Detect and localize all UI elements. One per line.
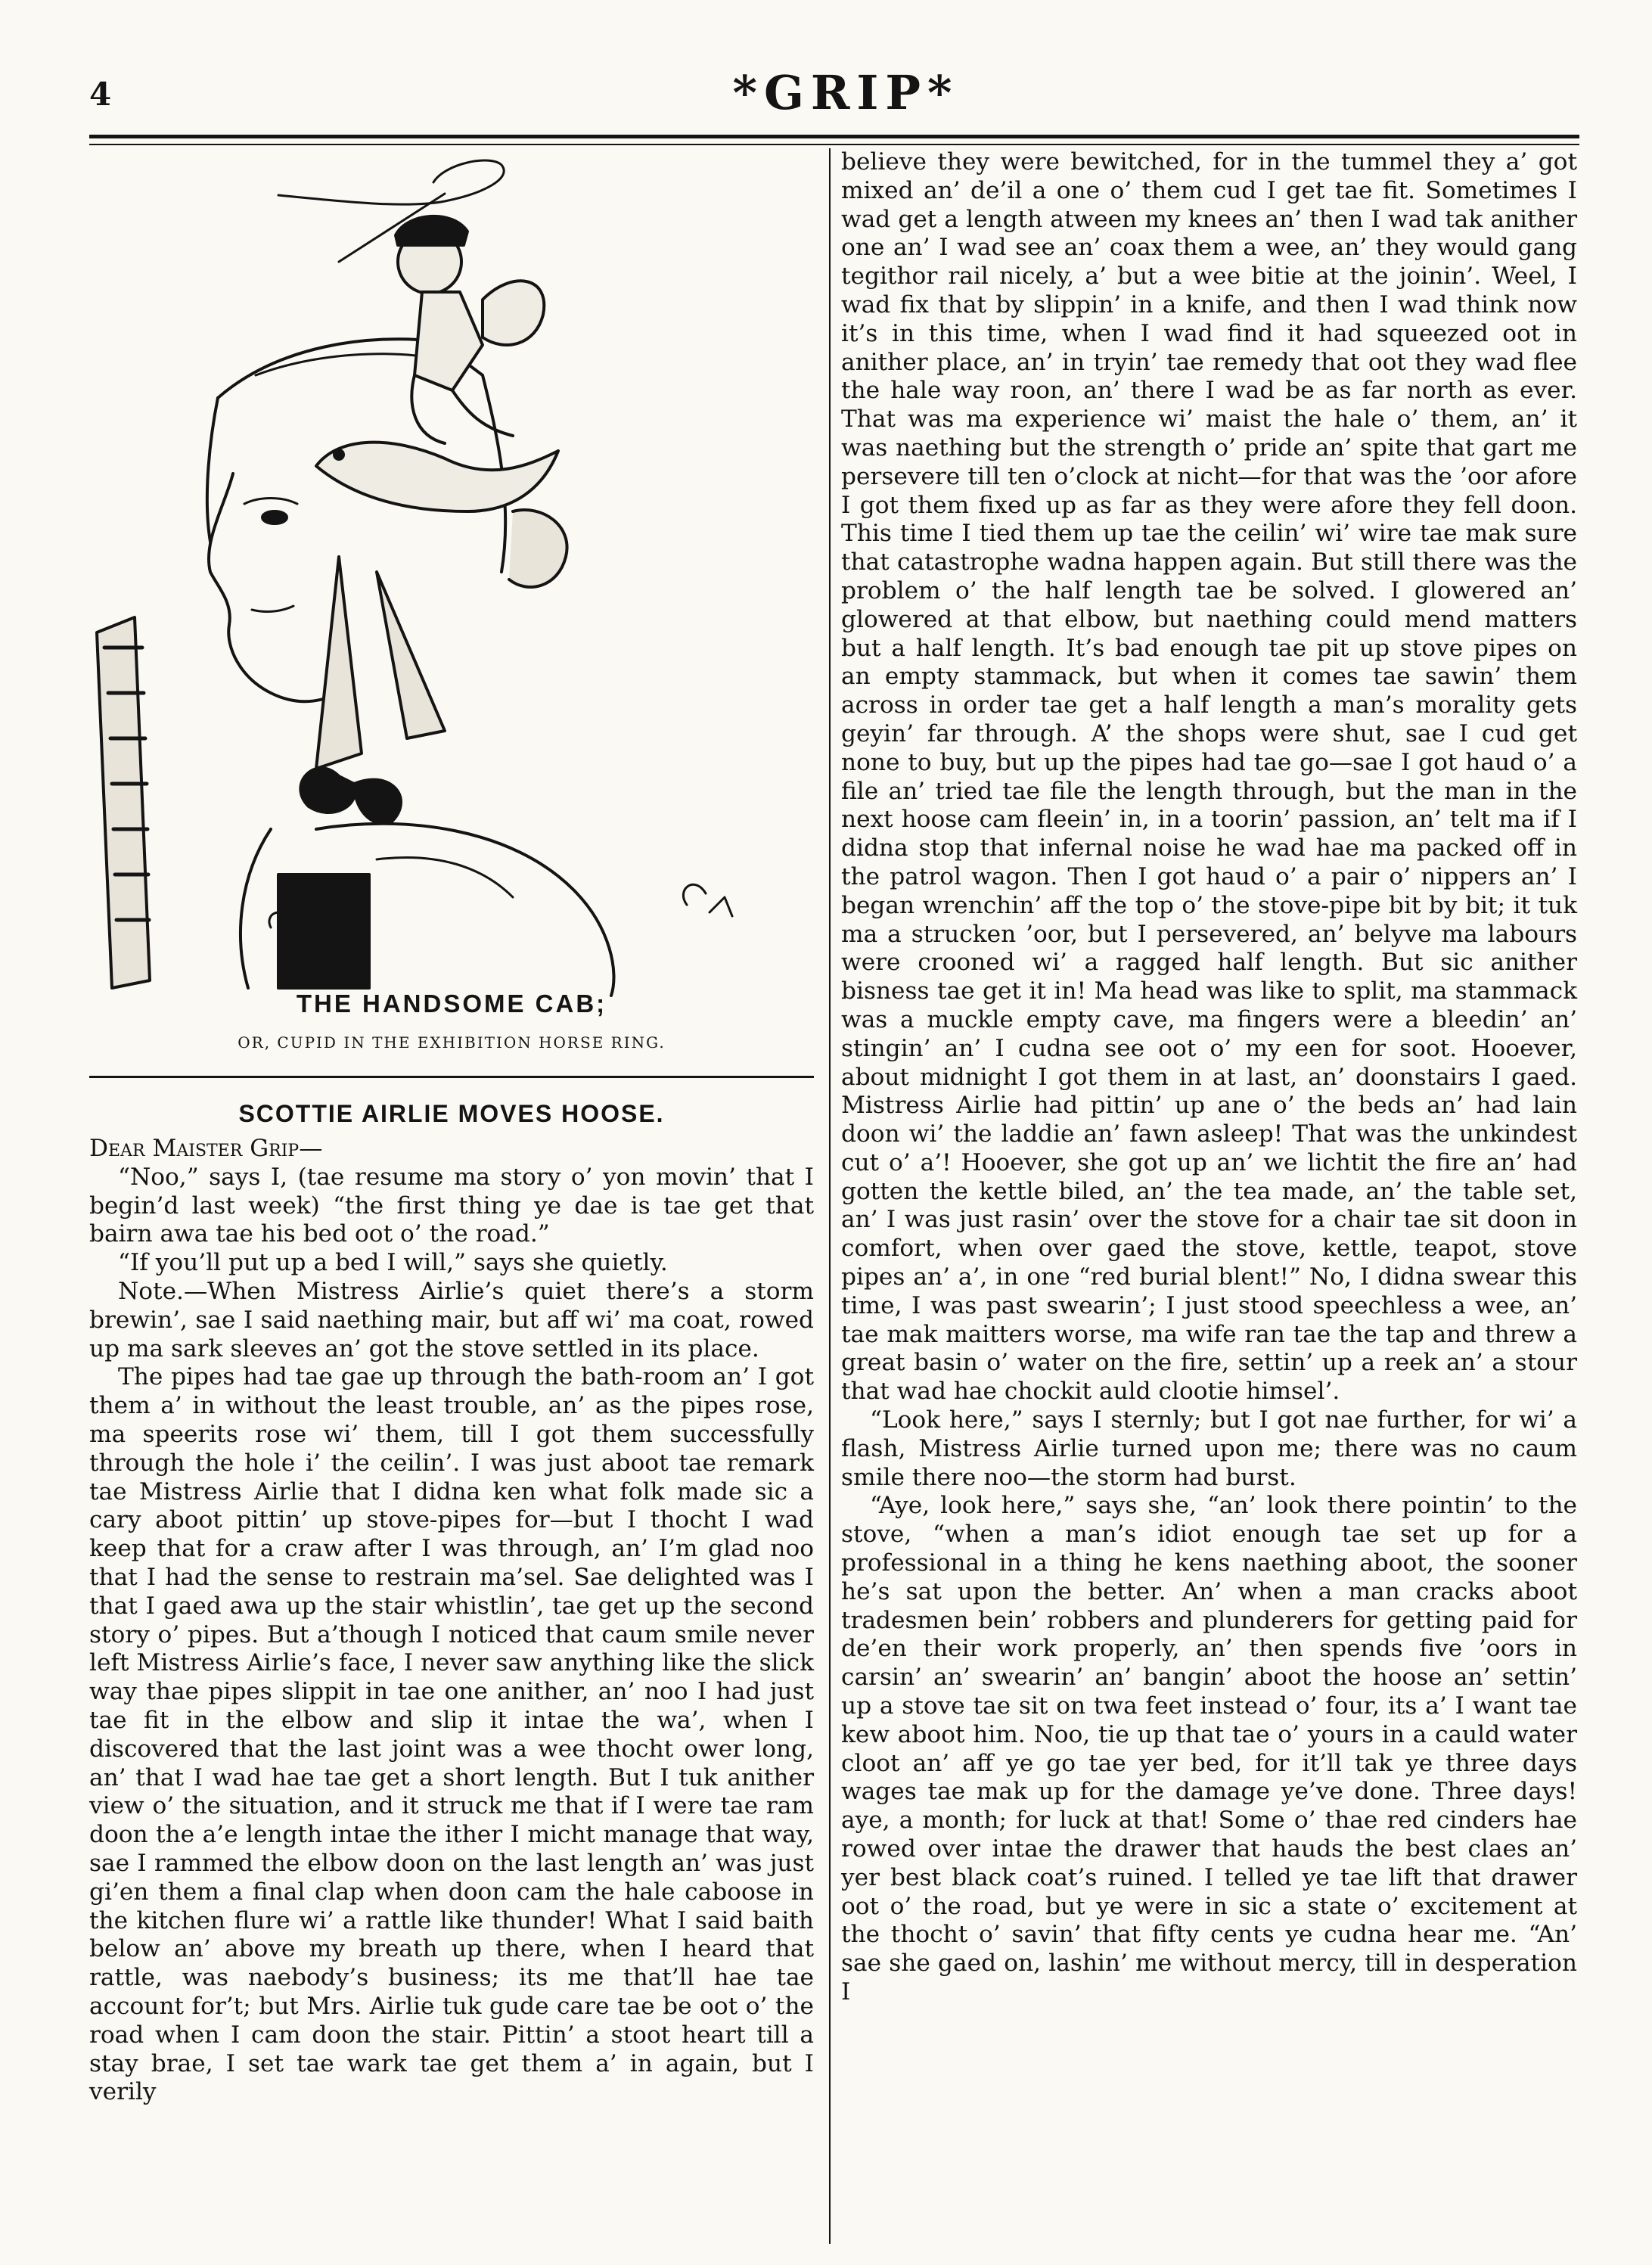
column-divider: [829, 148, 831, 2244]
cartoon-illustration: [89, 148, 814, 1003]
masthead-title: *GRIP*: [732, 65, 959, 120]
paragraph: “If you’ll put up a bed I will,” says she quietly.: [118, 1249, 668, 1277]
illustration-subtitle: OR, CUPID IN THE EXHIBITION HORSE RING.: [238, 1033, 666, 1052]
page-header: [89, 59, 1602, 135]
left-column-text: [89, 1135, 814, 2107]
paragraph: believe they were bewitched, for in the tummel they a’ got mixed an’ de’il a one o’ them cud I get tae fit. Sometimes I wad get a length atween my knees an’ then I wad tak anither one an’ I wad see an’ coax them a wee, an’ they would gang tegithor rail nicely, a’ but a wee bitie at the joinin’. Weel, I wad fix that by slippin’ in a knife, and then I wad think now it’s in this time, when I wad find it had squeezed oot in anither place, an’ in tryin’ tae remedy that oot they wad flee the hale way roon, an’ there I wad be as far north as ever. That was ma experience wi’ maist the hale o’ them, an’ it was naething but the strength o’ pride an’ spite that gart me persevere till ten o’clock at nicht—for that was the ’oor afore I got them fixed up as far as they were afore they fell doon. This time I tied them up tae the ceilin’ wi’ wire tae mak sure that catastrophe wadna happen again. But still there was the problem o’ the half length tae be solved. I glowered an’ glowered at that elbow, but naething could mend matters but a half length. It’s bad enough tae pit up stove pipes on an empty stammack, but when it comes tae sawin’ them across in order tae get a half length a man’s morality gets geyin’ far through. A’ the shops were shut, sae I cud get none to buy, but up the pipes had tae go—sae I got haud o’ a file an’ tried tae file the length through, but the man in the next hoose cam fleein’ in, in a toorin’ passion, an’ telt ma if I didna stop that infernal noise he wad hae ma packed off in the patrol wagon. Then I got haud o’ a pair o’ nippers an’ I began wrenchin’ aff the top o’ the stove-pipe bit by bit; it tuk ma a strucken ’oor, but I persevered, an’ belyve ma labours were crooned wi’ a ragged half length. But sic anither bisness tae get it in! Ma head was like to split, ma stammack was a muckle empty cave, ma fingers were a bleedin’ an’ stingin’ an’ I cudna see oot o’ my een for soot. Hooever, about midnight I got them in at last, an’ doonstairs I gaed. Mistress Airlie had pittin’ up ane o’ the beds an’ had lain doon wi’ the laddie an’ fawn asleep! That was the unkindest cut o’ a’! Hooever, she got up an’ we lichtit the fire an’ had gotten the kettle biled, an’ the tea made, an’ the table set, an’ I was just rasin’ over the stove for a chair tae sit doon in comfort, when over gaed the stove, kettle, teapot, stove pipes an’ a’, in one “red burial blent!” No, I didna swear this time, I was past swearin’; I just stood speechless a wee, an’ tae mak maitters worse, ma wife ran tae the tap and threw a great basin o’ water on the fire, settin’ up a reek an’ a stour that wad hae chockit auld clootie himsel’.: [841, 148, 1577, 1406]
paragraph: “Look here,” says I sternly; but I got nae further, for wi’ a flash, Mistress Airlie turned upon me; there was no caum smile there noo—the storm had burst.: [841, 1406, 1577, 1491]
paragraph: “Noo,” says I, (tae resume ma story o’ yon movin’ that I begin’d last week) “the first thing ye dae is tae get that bairn awa tae his bed oot o’ the road.”: [89, 1163, 814, 1248]
paragraph: The pipes had tae gae up through the bath-room an’ I got them a’ in without the least trouble, an’ as the pipes rose, ma speerits rose wi’ them, till I got them successfully through the hole i’ the ceilin’. I was just aboot tae remark tae Mistress Airlie that I didna ken what folk made sic a cary aboot pittin’ up stove-pipes for—but I thocht I wad keep that for a craw after I was through, an’ I’m glad noo that I had the sense to restrain ma’sel. Sae delighted was I that I gaed awa up the stair whistlin’, tae get up the second story o’ pipes. But a’though I noticed that caum smile never left Mistress Airlie’s face, I never saw anything like the slick way thae pipes slippit in tae one anither, an’ noo I had just tae fit in the elbow and slip it intae the wa’, when I discovered that the last joint was a wee thocht ower long, an’ that I wad hae tae get a short length. But I tuk anither view o’ the situation, and it struck me that if I were tae ram doon the a’e length intae the ither I micht manage that way, sae I rammed the elbow doon on the last length an’ was just gi’en them a final clap when doon cam the hale caboose in the kitchen flure wi’ a rattle like thunder! What I said baith below an’ above my breath up there, when I heard that rattle, was naebody’s business; its me that’ll hae tae account for’t; but Mrs. Airlie tuk gude care tae be oot o’ the road when I cam doon the stair. Pittin’ a stoot heart till a stay brae, I set tae wark tae get them a’ in again, but I verily: [89, 1363, 814, 2106]
salutation: Dear Maister Grip—: [89, 1135, 323, 1162]
right-column-text: [841, 148, 1577, 2007]
illustration-title: THE HANDSOME CAB;: [296, 990, 607, 1018]
paragraph: “Aye, look here,” says she, “an’ look there pointin’ to the stove, “when a man’s idiot enough tae set up for a professional in a thing he kens naething aboot, the sooner he’s sat upon the better. An’ when a man cracks aboot tradesmen bein’ robbers and plunderers for getting paid for de’en their work properly, an’ then spends five ’oors in carsin’ an’ swearin’ an’ bangin’ aboot the hoose an’ settin’ up a stove tae sit on twa feet instead o’ four, its a’ I want tae kew aboot him. Noo, tie up that tae o’ yours in a cauld water cloot an’ aff ye go tae yer bed, for it’ll tak ye three days wages tae mak up for the damage ye’ve done. Three days! aye, a month; for luck at that! Some o’ thae red cinders hae rowed over intae the drawer that hauds the best claes an’ yer best black coat’s ruined. I telled ye tae lift that drawer oot o’ the road, but ye were in sic a state o’ excitement at the thocht o’ savin’ that fifty cents ye cudna hear me. “An’ sae she gaed on, lashin’ me without mercy, till in desperation I: [841, 1492, 1577, 2006]
header-rule: [89, 135, 1579, 138]
article-title: SCOTTIE AIRLIE MOVES HOOSE.: [238, 1100, 665, 1127]
paragraph: Note.—When Mistress Airlie’s quiet there’s a storm brewin’, sae I said naething mair, but aff wi’ ma coat, rowed up ma sark sleeves an’ got the stove settled in its place.: [89, 1277, 814, 1362]
section-rule: [89, 1076, 814, 1078]
header-rule-thin: [89, 144, 1579, 145]
page-number: 4: [89, 76, 112, 113]
